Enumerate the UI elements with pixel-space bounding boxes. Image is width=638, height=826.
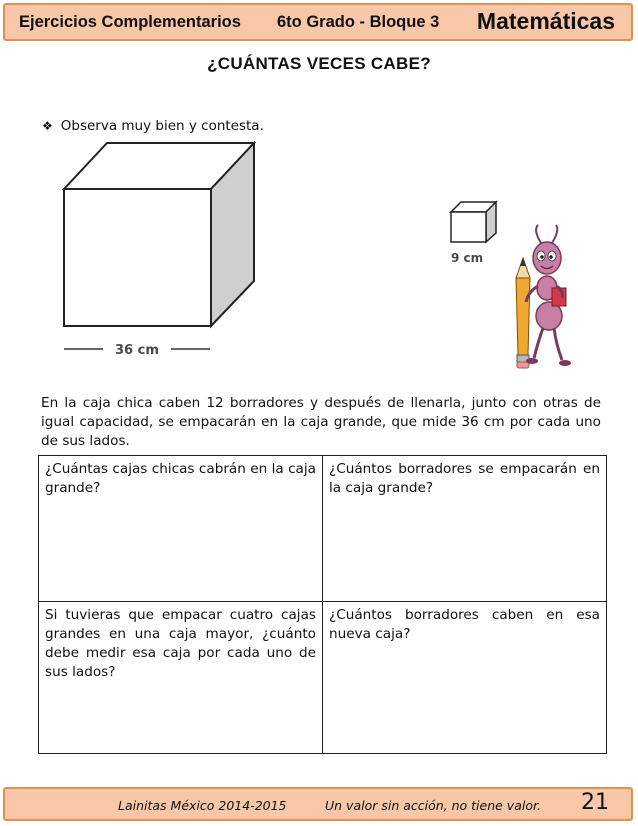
page-title: ¿CUÁNTAS VECES CABE? — [207, 54, 431, 73]
question-cell-4: ¿Cuántos borradores caben en esa nueva caja? — [323, 602, 607, 754]
boxes-figure — [0, 130, 638, 380]
problem-paragraph: En la caja chica caben 12 borradores y después de llenarla, junto con otras de igual capacidad, se empacarán en la caja grande, que mide 36 cm por cada uno de sus lados. — [41, 395, 601, 449]
question-cell-2: ¿Cuántos borradores se empacarán en la caja grande? — [323, 456, 607, 602]
big-cube — [64, 143, 254, 326]
questions-table — [38, 455, 607, 754]
small-cube — [451, 202, 496, 242]
boxes-illustration — [0, 130, 638, 380]
footer-motto: Un valor sin acción, no tiene valor. — [325, 798, 541, 813]
table-row — [39, 456, 607, 602]
ant-with-pencil-icon — [516, 225, 571, 368]
question-cell-1: ¿Cuántas cajas chicas cabrán en la caja grande? — [39, 456, 323, 602]
header-subject: Matemáticas — [476, 8, 615, 34]
bullet-diamond-icon: ❖ — [42, 119, 53, 133]
footer-bar — [3, 787, 633, 821]
small-box-label: 9 cm — [451, 251, 484, 265]
header-series-title: Ejercicios Complementarios — [19, 13, 241, 31]
big-box-label: 36 cm — [115, 343, 159, 358]
instruction-text: Observa muy bien y contesta. — [60, 118, 264, 134]
question-cell-3: Si tuvieras que empacar cuatro cajas grandes en una caja mayor, ¿cuánto debe medir esa caja por cada uno de sus lados? — [39, 602, 323, 754]
header-grade-block: 6to Grado - Bloque 3 — [277, 13, 440, 31]
table-row — [39, 602, 607, 754]
footer-credit: Lainitas México 2014-2015 — [118, 798, 287, 813]
page-number: 21 — [581, 790, 609, 815]
header-bar — [3, 3, 633, 41]
